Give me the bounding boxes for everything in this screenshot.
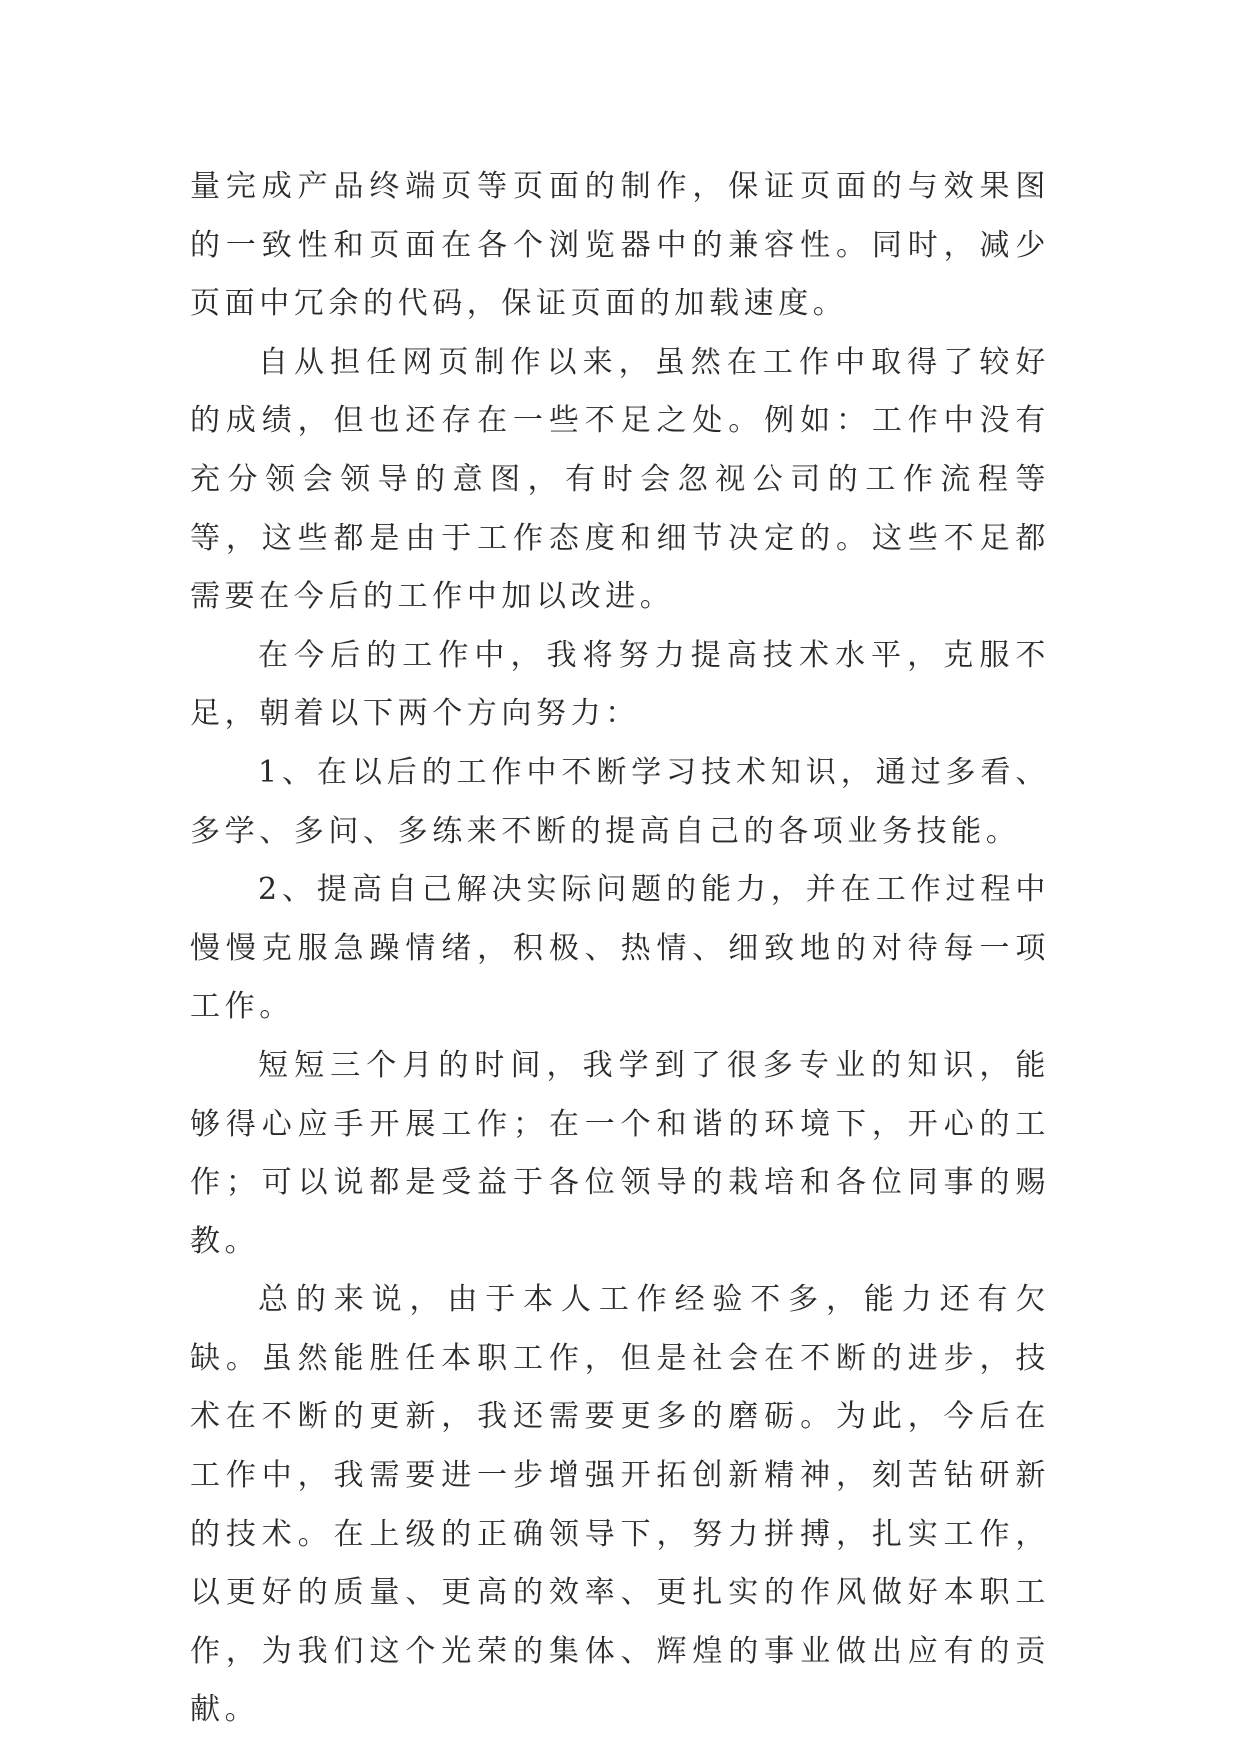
paragraph-summary: 总的来说，由于本人工作经验不多，能力还有欠缺。虽然能胜任本职工作，但是社会在不断的进步，技术在不断的更新，我还需要更多的磨砺。为此，今后在工作中，我需要进一步增强开拓创新精神，刻苦钻研新的技术。在上级的正确领导下，努力拼搏，扎实工作，以更好的质量、更高的效率、更扎实的作风做好本职工作，为我们这个光荣的集体、辉煌的事业做出应有的贡献。 [190, 1282, 1050, 1728]
paragraph-shortcomings: 自从担任网页制作以来，虽然在工作中取得了较好的成绩，但也还存在一些不足之处。例如：工作中没有充分领会领导的意图，有时会忽视公司的工作流程等等，这些都是由于工作态度和细节决定的。这些不足都需要在今后的工作中加以改进。 [190, 344, 1050, 615]
document-body [190, 158, 1050, 1740]
paragraph-continuation: 量完成产品终端页等页面的制作，保证页面的与效果图的一致性和页面在各个浏览器中的兼容性。同时，减少页面中冗余的代码，保证页面的加载速度。 [190, 169, 1050, 322]
paragraph-future-plan: 在今后的工作中，我将努力提高技术水平，克服不足，朝着以下两个方向努力： [190, 637, 1050, 732]
paragraph-three-months: 短短三个月的时间，我学到了很多专业的知识，能够得心应手开展工作；在一个和谐的环境下，开心的工作；可以说都是受益于各位领导的栽培和各位同事的赐教。 [190, 1047, 1050, 1259]
paragraph-plan-item-1: 1、在以后的工作中不断学习技术知识，通过多看、多学、多问、多练来不断的提高自己的各项业务技能。 [190, 754, 1050, 849]
paragraph-plan-item-2: 2、提高自己解决实际问题的能力，并在工作过程中慢慢克服急躁情绪，积极、热情、细致地的对待每一项工作。 [190, 872, 1050, 1025]
